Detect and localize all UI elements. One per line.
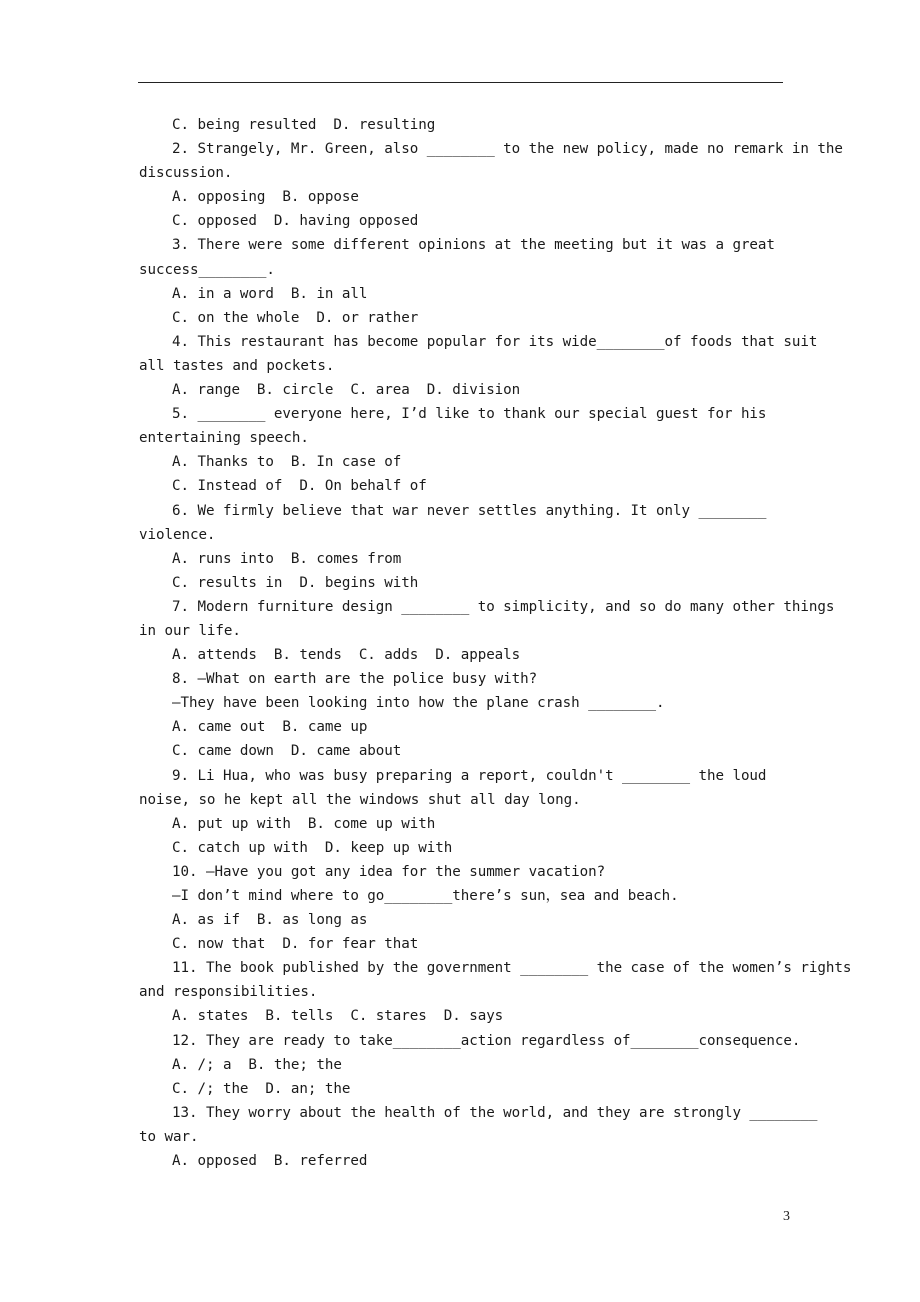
question-8-options-cd: C. came down D. came about <box>172 743 402 760</box>
question-6-stem-cont: violence. <box>139 526 216 543</box>
question-9-stem-cont: noise, so he kept all the windows shut all day long. <box>139 791 581 808</box>
question-13-stem-cont: to war. <box>139 1128 199 1145</box>
question-2-stem-cont: discussion. <box>139 165 233 182</box>
question-9-options-ab: A. put up with B. come up with <box>172 815 436 832</box>
question-10-stem-cont: —I don’t mind where to go________there’s sun，sea and beach. <box>172 888 679 904</box>
question-4-stem-cont: all tastes and pockets. <box>139 357 335 374</box>
question-13-stem: 13. They worry about the health of the world, and they are strongly ________ <box>172 1104 818 1121</box>
question-2-options-cd: C. opposed D. having opposed <box>172 213 419 230</box>
question-11-options: A. states B. tells C. stares D. says <box>172 1008 504 1025</box>
question-12-options-cd: C. /; the D. an; the <box>172 1080 351 1097</box>
question-2-options-ab: A. opposing B. oppose <box>172 189 359 206</box>
question-4-stem: 4. This restaurant has become popular for its wide________of foods that suit <box>172 333 818 350</box>
question-7-options: A. attends B. tends C. adds D. appeals <box>172 647 521 664</box>
question-6-stem: 6. We firmly believe that war never settles anything. It only ________ <box>172 502 767 519</box>
question-12-stem: 12. They are ready to take________action regardless of________consequence. <box>172 1032 801 1049</box>
question-3-options-cd: C. on the whole D. or rather <box>172 309 419 326</box>
question-8-stem: 8. —What on earth are the police busy with? <box>172 671 538 688</box>
question-3-options-ab: A. in a word B. in all <box>172 285 368 302</box>
document-body <box>139 113 852 1173</box>
question-5-stem: 5. ________ everyone here, I’d like to thank our special guest for his <box>172 406 767 423</box>
question-11-stem-cont: and responsibilities. <box>139 984 318 1001</box>
question-6-options-ab: A. runs into B. comes from <box>172 550 402 567</box>
question-10-options-ab: A. as if B. as long as <box>172 912 368 929</box>
question-7-stem: 7. Modern furniture design ________ to simplicity, and so do many other things <box>172 598 835 615</box>
question-13-options-ab: A. opposed B. referred <box>172 1153 368 1170</box>
question-10-options-cd: C. now that D. for fear that <box>172 936 419 953</box>
header-rule <box>138 82 783 83</box>
question-6-options-cd: C. results in D. begins with <box>172 574 419 591</box>
option-line: C. being resulted D. resulting <box>172 117 436 133</box>
question-5-options-cd: C. Instead of D. On behalf of <box>172 478 427 495</box>
question-2-stem: 2. Strangely, Mr. Green, also ________ to the new policy, made no remark in the <box>172 141 843 158</box>
question-3-stem-cont: success________. <box>139 261 275 278</box>
question-12-options-ab: A. /; a B. the; the <box>172 1056 342 1073</box>
question-5-stem-cont: entertaining speech. <box>139 430 309 447</box>
question-3-stem: 3. There were some different opinions at the meeting but it was a great <box>172 237 775 254</box>
question-4-options: A. range B. circle C. area D. division <box>172 382 521 399</box>
question-8-stem-cont: —They have been looking into how the plane crash ________. <box>172 695 665 712</box>
question-5-options-ab: A. Thanks to B. In case of <box>172 454 402 471</box>
question-11-stem: 11. The book published by the government ________ the case of the women’s rights <box>172 960 852 977</box>
page-number: 3 <box>783 1209 790 1224</box>
question-8-options-ab: A. came out B. came up <box>172 719 368 736</box>
question-9-stem: 9. Li Hua, who was busy preparing a report, couldn't ________ the loud <box>172 767 767 784</box>
question-9-options-cd: C. catch up with D. keep up with <box>172 839 453 856</box>
question-7-stem-cont: in our life. <box>139 622 241 639</box>
question-10-stem: 10. —Have you got any idea for the summer vacation? <box>172 863 606 880</box>
